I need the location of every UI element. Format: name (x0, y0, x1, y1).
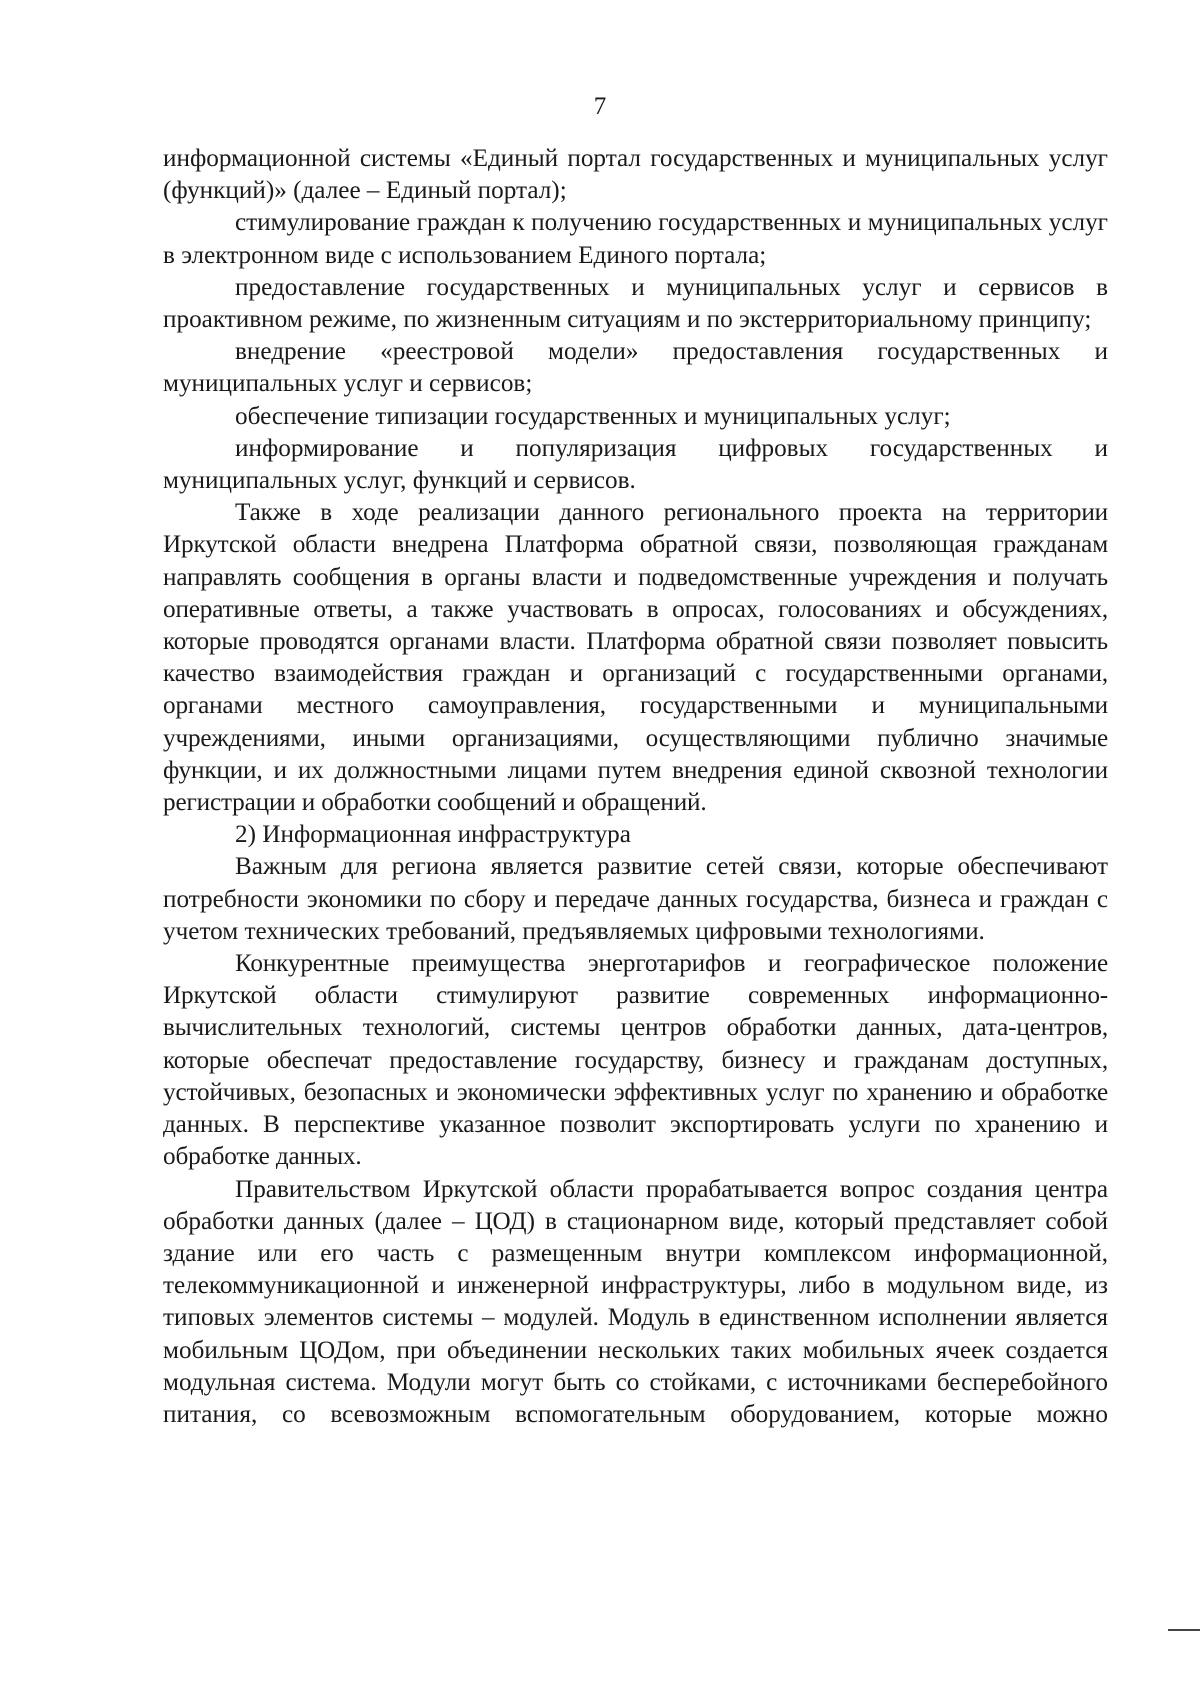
section-heading-infrastructure: 2) Информационная инфраструктура (235, 821, 631, 849)
document-body (163, 143, 1108, 1431)
list-item-registry-model: внедрение «реестровой модели» предоставления государственных и муниципальных услуг и сервисов; (163, 338, 1108, 398)
list-item-typification: обеспечение типизации государственных и муниципальных услуг; (235, 402, 951, 430)
page-number: 7 (593, 93, 607, 120)
list-item-stimulation: стимулирование граждан к получению государственных и муниципальных услуг в электронном виде с использованием Единого портала; (163, 209, 1108, 269)
paragraph-feedback-platform: Также в ходе реализации данного регионального проекта на территории Иркутской области внедрена Платформа обратной связи, позволяющая гражданам направлять сообщения в органы власти и подведомственные учреждения и получать оперативные ответы, а также участвовать в опросах, голосованиях и обсуждениях, которые проводятся органами власти. Платформа обратной связи позволяет повысить качество взаимодействия граждан и организаций с государственными органами, органами местного самоуправления, государственными и муниципальными учреждениями, иными организациями, осуществляющими публично значимые функции, и их должностными лицами путем внедрения единой сквозной технологии регистрации и обработки сообщений и обращений. (163, 499, 1108, 817)
list-item-proactive-services: предоставление государственных и муниципальных услуг и сервисов в проактивном режиме, по жизненным ситуациям и по экстерриториальному принципу; (163, 273, 1108, 334)
scan-edge-mark (1168, 1629, 1200, 1631)
list-item-popularization: информирование и популяризация цифровых государственных и муниципальных услуг, функций и сервисов. (163, 434, 1108, 495)
paragraph-communication-networks: Важным для региона является развитие сетей связи, которые обеспечивают потребности экономики по сбору и передаче данных государства, бизнеса и граждан с учетом технических требований, предъявляемых цифровыми технологиями. (163, 853, 1108, 945)
paragraph-competitive-advantages: Конкурентные преимущества энерготарифов и географическое положение Иркутской области стимулируют развитие современных информационно-вычислительных технологий, системы центров обработки данных, дата-центров, которые обеспечат предоставление государству, бизнесу и гражданам доступных, устойчивых, безопасных и экономически эффективных услуг по хранению и обработке данных. В перспективе указанное позволит экспортировать услуги по хранению и обработке данных. (163, 950, 1108, 1171)
paragraph-data-center: Правительством Иркутской области прорабатывается вопрос создания центра обработки данных (далее – ЦОД) в стационарном виде, который представляет собой здание или его часть с размещенным внутри комплексом информационной, телекоммуникационной и инженерной инфраструктуры, либо в модульном виде, из типовых элементов системы – модулей. Модуль в единственном исполнении является мобильным ЦОДом, при объединении нескольких таких мобильных ячеек создается модульная система. Модули могут быть со стойками, с источниками бесперебойного питания, со всевозможным вспомогательным оборудованием, которые можно (163, 1175, 1108, 1428)
paragraph-continuation: информационной системы «Единый портал государственных и муниципальных услуг (функций)» (далее – Единый портал); (163, 145, 1108, 205)
